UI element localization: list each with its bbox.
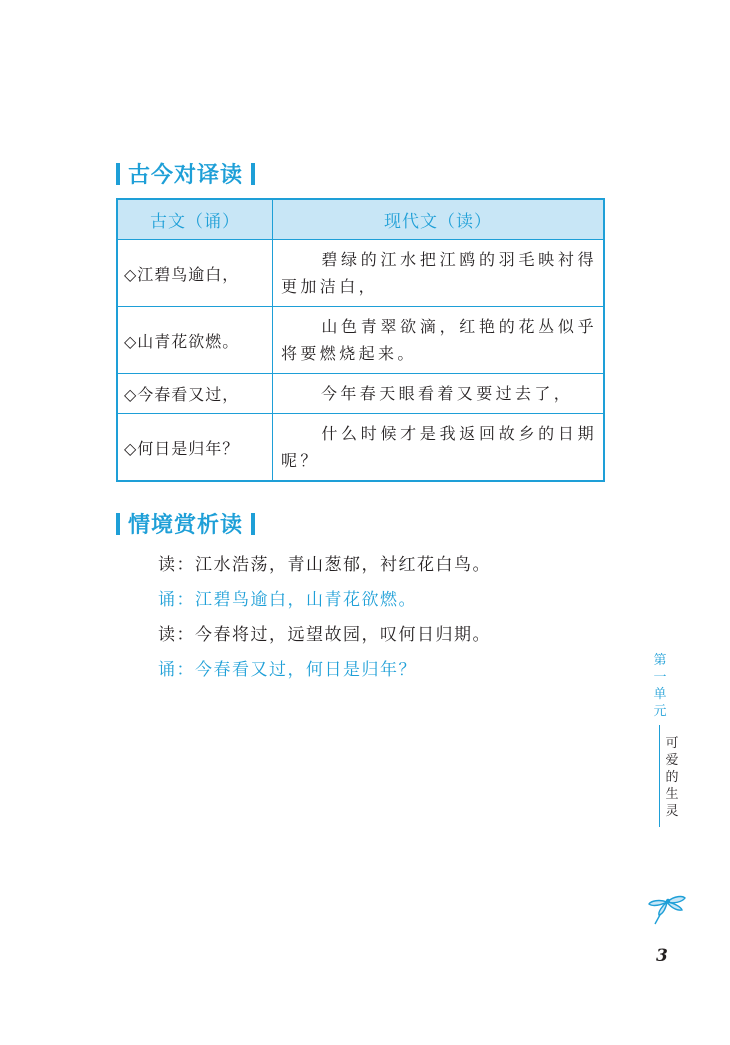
title-bar-left bbox=[116, 513, 120, 535]
modern-translation bbox=[273, 414, 605, 482]
section-title-appreciation bbox=[116, 508, 255, 539]
reading-lines bbox=[158, 552, 491, 692]
modern-translation-text: 今年春天眼看着又要过去了， bbox=[321, 384, 574, 403]
dragonfly-icon bbox=[645, 890, 687, 930]
modern-translation-text: 碧绿的江水把江鸥的羽毛映衬得更加洁白， bbox=[281, 250, 597, 296]
table-row bbox=[117, 414, 604, 482]
modern-translation bbox=[273, 374, 605, 414]
table-row bbox=[117, 240, 604, 307]
title-bar-right bbox=[251, 513, 255, 535]
read-line: 读：今春将过，远望故园，叹何日归期。 bbox=[158, 625, 491, 645]
translation-table bbox=[116, 198, 605, 482]
title-bar-right bbox=[251, 163, 255, 185]
table-row bbox=[117, 307, 604, 374]
modern-translation-text: 山色青翠欲滴，红艳的花丛似乎将要燃烧起来。 bbox=[281, 317, 597, 363]
page-number: 3 bbox=[656, 946, 668, 966]
ancient-line: ◇江碧鸟逾白， bbox=[117, 240, 273, 307]
unit-theme: 可爱的生灵 bbox=[665, 736, 679, 819]
section-title-text: 情境赏析读 bbox=[128, 513, 244, 538]
modern-translation bbox=[273, 240, 605, 307]
side-divider bbox=[659, 725, 660, 827]
modern-translation-text: 什么时候才是我返回故乡的日期呢？ bbox=[281, 424, 597, 470]
table-header-modern: 现代文（读） bbox=[273, 199, 605, 240]
ancient-line: ◇何日是归年？ bbox=[117, 414, 273, 482]
modern-translation bbox=[273, 307, 605, 374]
read-line: 读：江水浩荡，青山葱郁，衬红花白鸟。 bbox=[158, 555, 491, 575]
section-title-translation bbox=[116, 158, 255, 189]
section-title-text: 古今对译读 bbox=[128, 163, 244, 188]
recite-line: 诵：今春看又过，何日是归年？ bbox=[158, 660, 417, 680]
title-bar-left bbox=[116, 163, 120, 185]
unit-label: 第一单元 bbox=[653, 653, 667, 719]
table-header-ancient: 古文（诵） bbox=[117, 199, 273, 240]
table-row bbox=[117, 374, 604, 414]
ancient-line: ◇山青花欲燃。 bbox=[117, 307, 273, 374]
ancient-line: ◇今春看又过， bbox=[117, 374, 273, 414]
recite-line: 诵：江碧鸟逾白，山青花欲燃。 bbox=[158, 590, 417, 610]
